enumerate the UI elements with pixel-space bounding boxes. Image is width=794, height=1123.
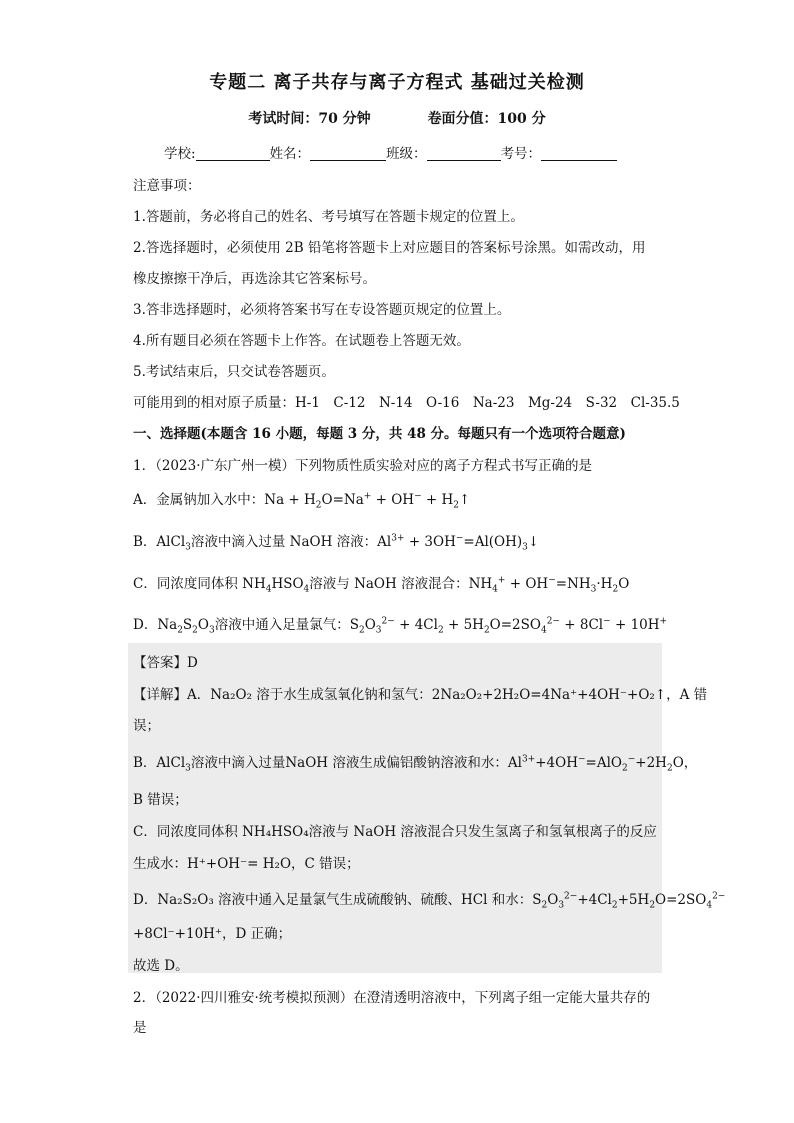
answer-detail-a-cont: 误；	[133, 718, 160, 734]
note-4: 4.所有题目必须在答题卡上作答。在试题卷上答题无效。	[133, 333, 470, 349]
answer-detail-d: D．Na₂S₂O₃ 溶液中通入足量氯气生成硫酸钠、硫酸、HCl 和水：$S_2O_3^{2-}+4Cl_2+5H_2O=2SO_4^{2-}$	[133, 891, 726, 911]
answer-conclusion: 故选 D。	[133, 958, 189, 974]
school-label: 学校:	[164, 146, 196, 162]
note-3: 3.答非选择题时，必须将答案书写在专设答题页规定的位置上。	[133, 302, 511, 318]
page-title: 专题二 离子共存与离子方程式 基础过关检测	[209, 72, 585, 93]
student-info-fields	[164, 142, 617, 162]
q1-option-c: C．同浓度同体积 $NH_4HSO_4$溶液与 NaOH 溶液混合：$NH_4^+ + OH^-=NH_3\cdot H_2O$	[133, 575, 630, 595]
atomic-masses: 可能用到的相对原子质量：H-1 C-12 N-14 O-16 Na-23 Mg-24 S-32 Cl-35.5	[133, 395, 680, 411]
class-label: 班级：	[386, 146, 427, 162]
answer-detail-a: 【详解】A．Na₂O₂ 溶于水生成氢氧化钠和氢气：2Na₂O₂+2H₂O=4Na⁺+4OH⁻+O₂↑，A 错	[133, 687, 708, 703]
answer-detail-b-cont: B 错误；	[133, 792, 188, 808]
note-2-cont: 橡皮擦擦干净后，再选涂其它答案标号。	[133, 271, 376, 287]
class-blank[interactable]	[427, 146, 501, 161]
q2-stem-cont: 是	[133, 1020, 147, 1036]
number-label: 考号：	[500, 146, 542, 162]
exam-score: 卷面分值：100 分	[427, 111, 546, 127]
number-blank[interactable]	[541, 146, 617, 161]
exam-time: 考试时间：70 分钟	[248, 111, 371, 127]
answer-detail-b: B．AlCl$_3$溶液中滴入过量NaOH 溶液生成偏铝酸钠溶液和水：$Al^{3+}+4OH^-=AlO_2^-+2H_2O$，	[133, 754, 698, 774]
notes-heading: 注意事项：	[133, 178, 201, 194]
q1-stem: 1．（2023·广东广州一模）下列物质性质实验对应的离子方程式书写正确的是	[133, 458, 592, 474]
answer-detail-d-cont: +8Cl⁻+10H⁺，D 正确；	[133, 926, 292, 942]
note-5: 5.考试结束后，只交试卷答题页。	[133, 364, 335, 380]
exam-meta	[0, 108, 794, 128]
note-2: 2.答选择题时，必须使用 2B 铅笔将答题卡上对应题目的答案标号涂黑。如需改动，用	[133, 240, 646, 256]
q1-option-a: A．金属钠加入水中：$Na + H_2O=Na^+ + OH^-$ + $H_2↑$	[133, 491, 471, 511]
section-1-heading: 一、选择题(本题含 16 小题，每题 3 分，共 48 分。每题只有一个选项符合题意)	[133, 426, 626, 442]
note-1: 1.答题前，务必将自己的姓名、考号填写在答题卡规定的位置上。	[133, 209, 524, 225]
answer-detail-c-cont: 生成水：H⁺+OH⁻= H₂O，C 错误；	[133, 856, 360, 872]
school-blank[interactable]	[196, 146, 270, 161]
q1-option-b: B．AlCl$_3$溶液中滴入过量 NaOH 溶液：$Al^{3+}$ + $3OH^-=Al(OH)_3↓$	[133, 533, 540, 553]
name-blank[interactable]	[310, 146, 386, 161]
q1-option-d: D．$Na_2S_2O_3$溶液中通入足量氯气：$S_2O_3^{2-} + 4Cl_2 + 5H_2O=2SO_4^{2-} + 8Cl^- + 10H^+$	[133, 616, 668, 636]
name-label: 姓名：	[269, 146, 311, 162]
q2-stem: 2．（2022·四川雅安·统考模拟预测）在澄清透明溶液中，下列离子组一定能大量共存的	[133, 990, 651, 1006]
answer-label: 【答案】D	[133, 655, 198, 671]
answer-detail-c: C．同浓度同体积 NH₄HSO₄溶液与 NaOH 溶液混合只发生氢离子和氢氧根离子的反应	[133, 824, 657, 840]
